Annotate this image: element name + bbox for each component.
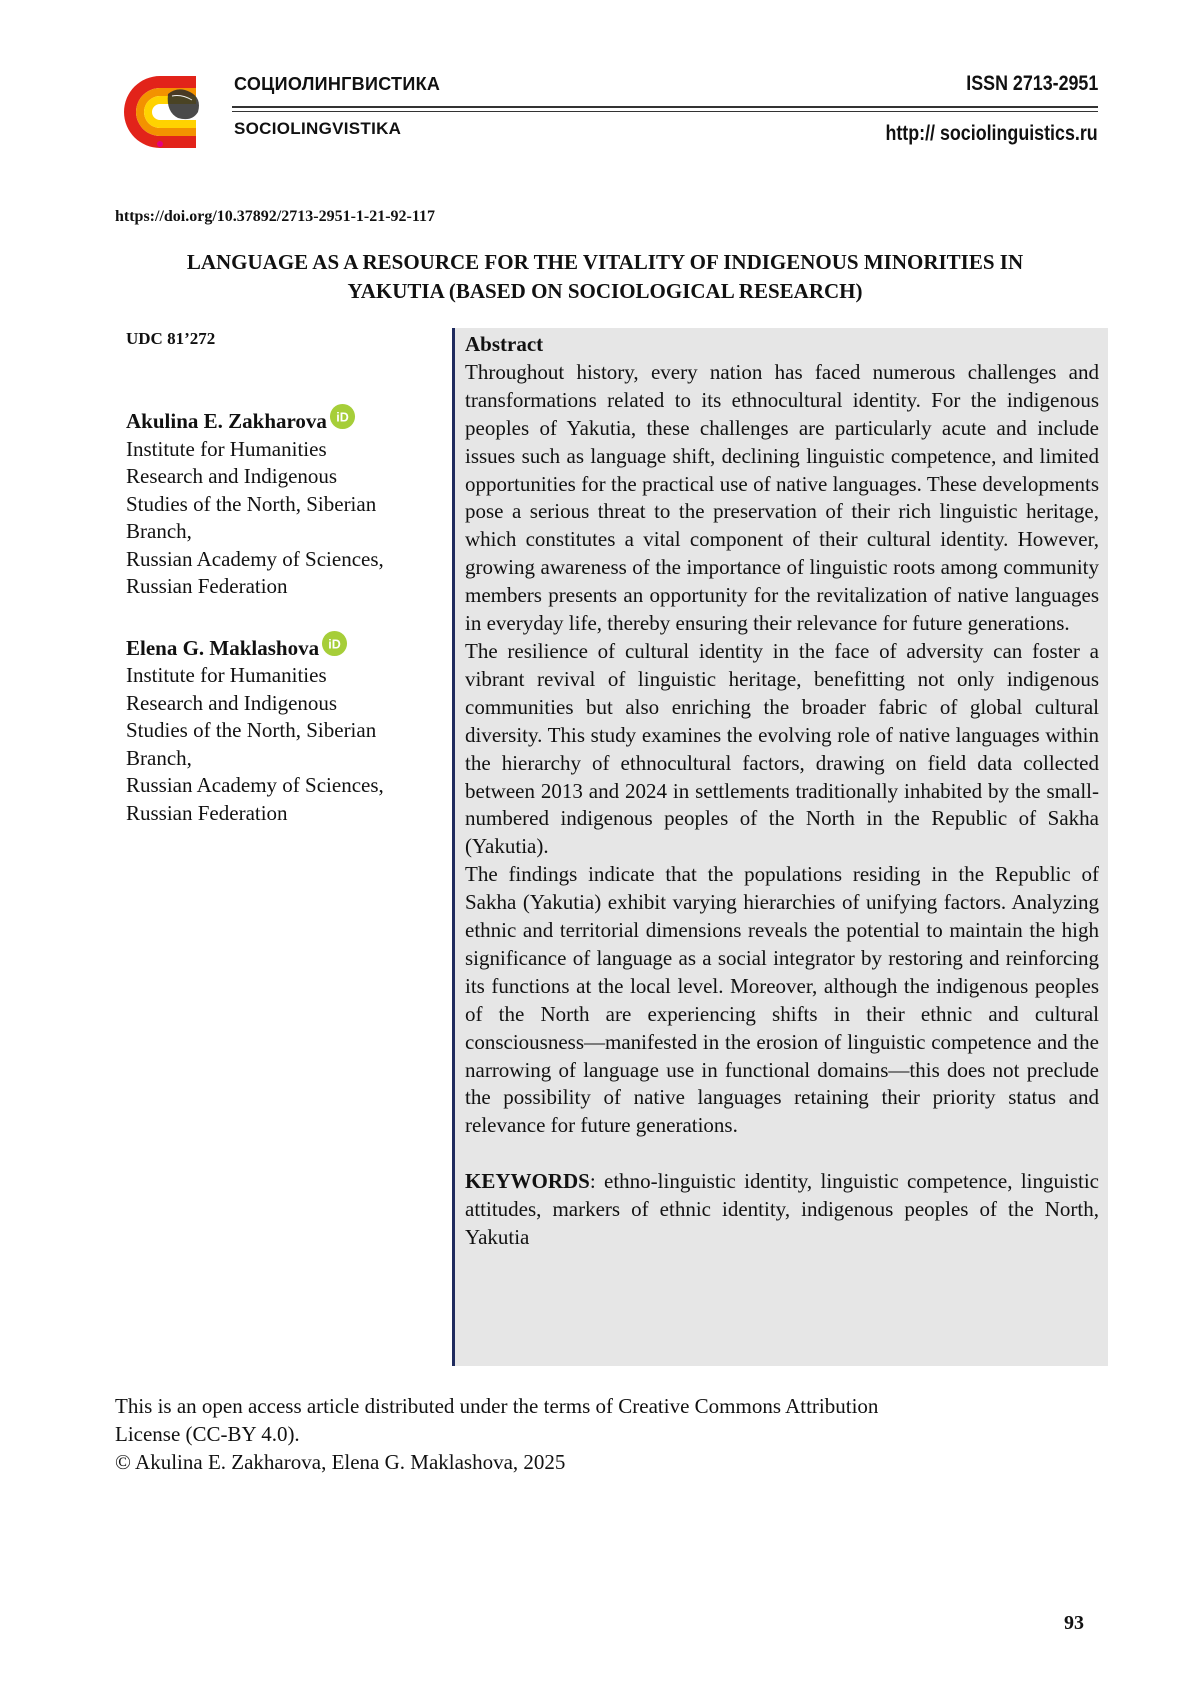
- affiliation-line: Russian Federation: [126, 800, 288, 825]
- title-line-2: YAKUTIA (BASED ON SOCIOLOGICAL RESEARCH): [347, 279, 863, 303]
- journal-logo-icon: [112, 72, 212, 152]
- license-notice: [115, 1392, 1015, 1476]
- affiliation-line: Research and Indigenous: [126, 464, 338, 488]
- license-line: License (CC-BY 4.0).: [115, 1422, 300, 1446]
- svg-text:iD: iD: [336, 410, 349, 425]
- page-number: 93: [1064, 1612, 1084, 1634]
- abstract-heading: Abstract: [465, 332, 544, 356]
- affiliation-line: Institute for Humanities: [126, 663, 327, 687]
- journal-header: [0, 0, 1200, 160]
- orcid-icon[interactable]: [329, 403, 356, 430]
- license-line: This is an open access article distributed under the terms of Creative Commons Attribution: [115, 1394, 879, 1418]
- header-rule-thin: [232, 111, 1098, 112]
- author-block: [126, 630, 436, 828]
- author-name: Elena G. Maklashova: [126, 635, 320, 660]
- keywords: [465, 1168, 1099, 1252]
- affiliation-line: Branch,: [126, 519, 192, 543]
- affiliation-line: Russian Federation: [126, 574, 288, 598]
- title-line-1: LANGUAGE AS A RESOURCE FOR THE VITALITY OF INDIGENOUS MINORITIES IN: [186, 250, 1024, 274]
- abstract-paragraph: Throughout history, every nation has faced numerous challenges and transformations related to its ethnocultural identity. For the indigenous peoples of Yakutia, these challenges are particularly acute and include issues such as language shift, declining linguistic competence, and limited opportunities for the practical use of native languages. These developments pose a serious threat to the preservation of their rich linguistic heritage, which constitutes a vital component of their cultural identity. However, growing awareness of the importance of linguistic roots among community members presents an opportunity for the revitalization of native languages in everyday life, thereby ensuring their relevance for future generations.: [465, 359, 1099, 636]
- abstract-content: [465, 331, 1099, 1252]
- author-name: Akulina E. Zakharova: [126, 409, 327, 433]
- keywords-label: KEYWORDS: [465, 1169, 590, 1194]
- svg-text:iD: iD: [328, 636, 341, 651]
- copyright-line: © Akulina E. Zakharova, Elena G. Maklashova, 2025: [115, 1450, 566, 1474]
- affiliation-line: Russian Academy of Sciences,: [126, 773, 384, 797]
- affiliation-line: Studies of the North, Siberian: [126, 491, 377, 516]
- journal-name-ru: СОЦИОЛИНГВИСТИКА: [234, 74, 441, 94]
- author-block: [126, 403, 436, 601]
- affiliation-line: Branch,: [126, 745, 192, 770]
- issn: ISSN 2713-2951: [966, 72, 1098, 95]
- author-column: [126, 328, 436, 856]
- orcid-icon[interactable]: [321, 630, 348, 657]
- affiliation-line: Institute for Humanities: [126, 436, 327, 461]
- doi-link[interactable]: https://doi.org/10.37892/2713-2951-1-21-92-117: [115, 208, 435, 225]
- abstract-accent-bar: [452, 328, 455, 1366]
- udc-code: UDC 81’272: [126, 329, 216, 348]
- abstract-paragraph: The findings indicate that the populations residing in the Republic of Sakha (Yakutia) exhibit varying hierarchies of unifying factors. Analyzing ethnic and territorial dimensions reveals the potential to maintain the high significance of language as a social integrator by restoring and reinforcing its functions at the local level. Moreover, although the indigenous peoples of the North are experiencing shifts in their ethnic and cultural consciousness—manifested in the erosion of linguistic competence and the narrowing of language use in functional domains—this does not preclude the possibility of native languages retaining their priority status and relevance for future generations.: [465, 862, 1099, 1138]
- journal-name-en: SOCIOLINGVISTIKA: [234, 119, 402, 138]
- affiliation-line: Studies of the North, Siberian: [126, 718, 377, 742]
- keywords-text: : ethno-linguistic identity, linguistic competence, linguistic attitudes, markers of ethnic identity, indigenous peoples of the North, Yakutia: [465, 1169, 1099, 1250]
- article-title: [110, 248, 1100, 306]
- affiliation-line: Russian Academy of Sciences,: [126, 546, 384, 571]
- abstract-paragraph: The resilience of cultural identity in the face of adversity can foster a vibrant revival of linguistic heritage, benefitting not only indigenous communities but also enriching the broader fabric of global cultural diversity. This study examines the evolving role of native languages within the hierarchy of ethnocultural factors, drawing on field data collected between 2013 and 2024 in settlements traditionally inhabited by the small-numbered indigenous peoples of the North in the Republic of Sakha (Yakutia).: [465, 638, 1099, 859]
- journal-website-link[interactable]: http:// sociolinguistics.ru: [885, 122, 1098, 145]
- header-rule: [232, 106, 1098, 108]
- affiliation-line: Research and Indigenous: [126, 690, 338, 715]
